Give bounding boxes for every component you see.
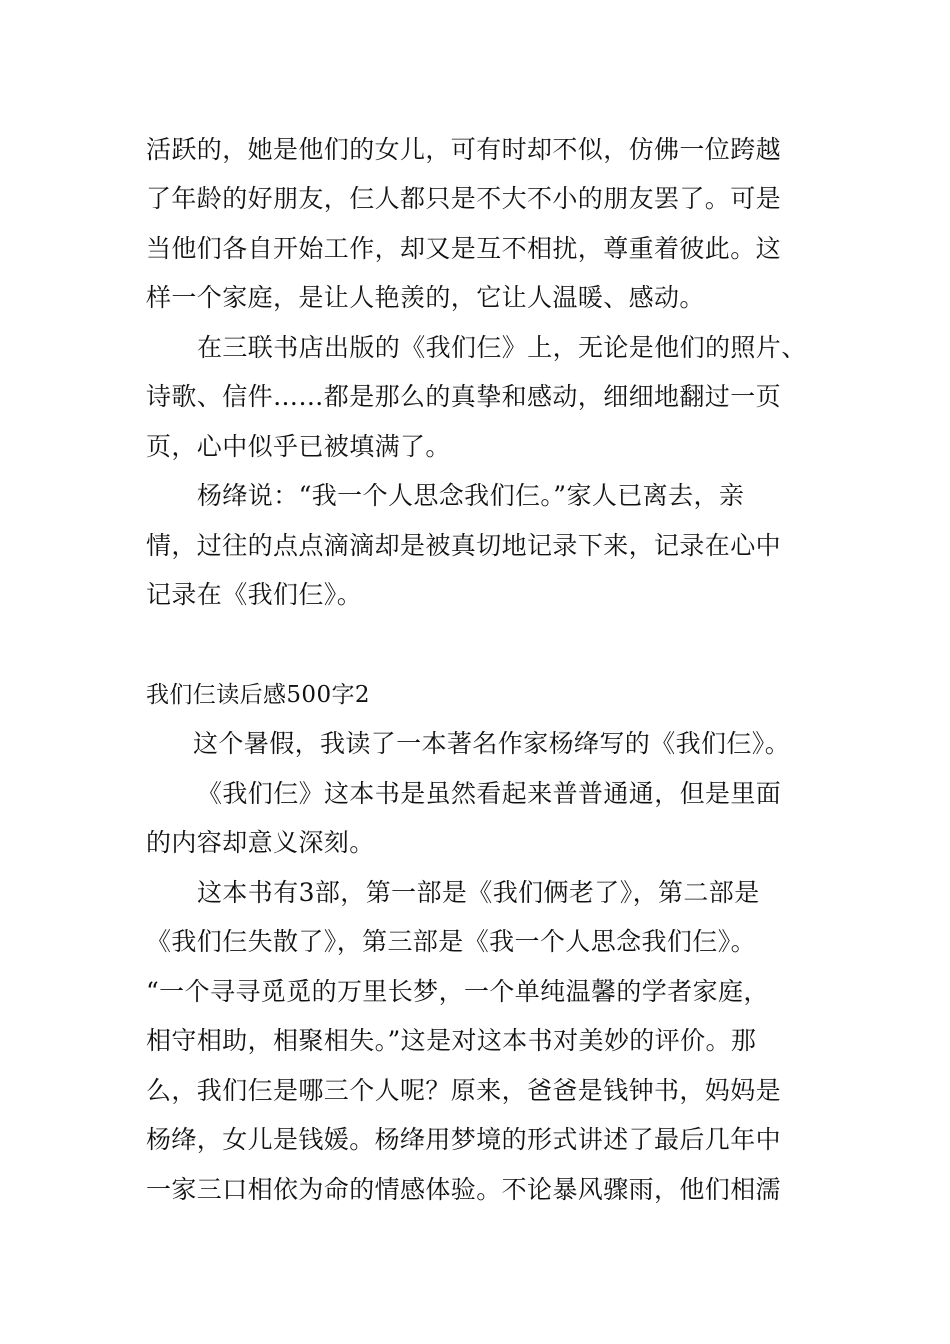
paragraph-line: 在三联书店出版的《我们仨》上，无论是他们的照片、 <box>197 333 807 362</box>
paragraph-line: 的内容却意义深刻。 <box>146 828 375 857</box>
paragraph-line: 么，我们仨是哪三个人呢？原来，爸爸是钱钟书，妈妈是 <box>146 1076 782 1105</box>
paragraph-line: 这个暑假，我读了一本著名作家杨绛写的《我们仨》。 <box>193 729 791 758</box>
paragraph-line: 《我们仨失散了》，第三部是《我一个人思念我们仨》。 <box>146 927 757 956</box>
paragraph-line: 活跃的，她是他们的女儿，可有时却不似，仿佛一位跨越 <box>146 135 782 164</box>
paragraph-line: 当他们各自开始工作，却又是互不相扰，尊重着彼此。这 <box>146 234 782 263</box>
paragraph-line: 杨绛，女儿是钱媛。杨绛用梦境的形式讲述了最后几年中 <box>146 1125 782 1154</box>
paragraph-line: 一家三口相依为命的情感体验。不论暴风骤雨，他们相濡 <box>146 1175 782 1204</box>
paragraph-line: 样一个家庭，是让人艳羡的，它让人温暖、感动。 <box>146 283 705 312</box>
paragraph-line: 相守相助，相聚相失。”这是对这本书对美妙的评价。那 <box>146 1026 757 1055</box>
paragraph-line: 杨绛说：“我一个人思念我们仨。”家人已离去，亲 <box>197 481 745 510</box>
paragraph-line: 《我们仨》这本书是虽然看起来普普通通，但是里面 <box>197 779 782 808</box>
paragraph-line: 了年龄的好朋友，仨人都只是不大不小的朋友罢了。可是 <box>146 184 782 213</box>
paragraph-line: 这本书有3部，第一部是《我们俩老了》，第二部是 <box>197 878 760 907</box>
paragraph-line: “一个寻寻觅觅的万里长梦，一个单纯温馨的学者家庭， <box>146 977 769 1006</box>
paragraph-line: 诗歌、信件……都是那么的真挚和感动，细细地翻过一页 <box>146 382 782 411</box>
paragraph-line: 记录在《我们仨》。 <box>146 580 363 609</box>
section-heading: 我们仨读后感500字2 <box>146 682 370 708</box>
paragraph-line: 页，心中似乎已被填满了。 <box>146 432 451 461</box>
paragraph-line: 情，过往的点点滴滴却是被真切地记录下来，记录在心中 <box>146 531 782 560</box>
